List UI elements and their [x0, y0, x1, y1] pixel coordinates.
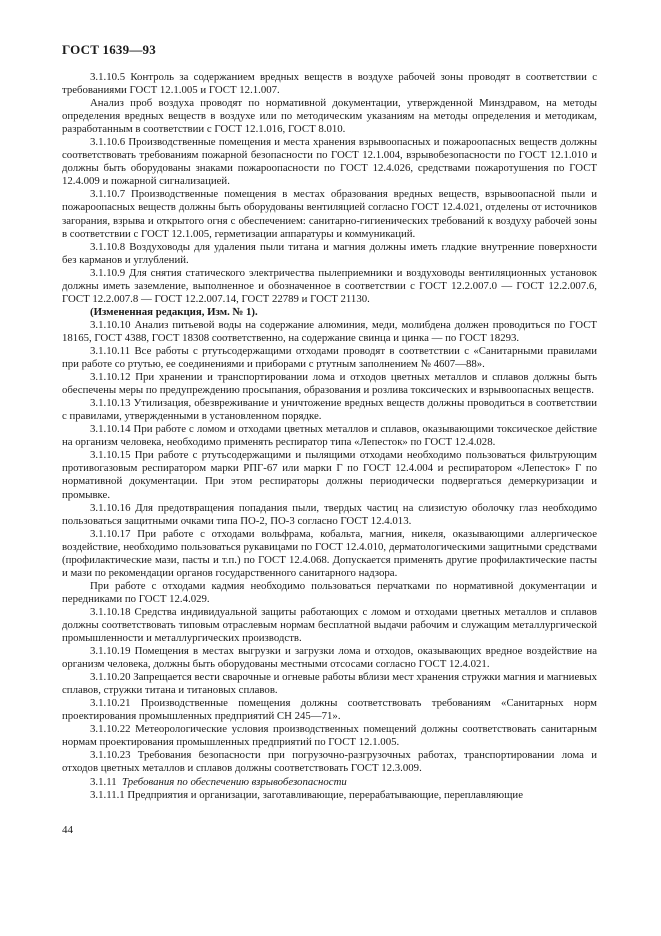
paragraph-3-1-10-10: 3.1.10.10 Анализ питьевой воды на содержание алюминия, меди, молибдена должен проводиться по ГОСТ 18165, ГОСТ 4388, ГОСТ 18308 соответственно, на содержание свинца и цинка — по ГОСТ 18293.: [62, 318, 597, 344]
paragraph-3-1-10-20: 3.1.10.20 Запрещается вести сварочные и огневые работы вблизи мест хранения стружки магния и магниевых сплавов, стружки титана и титановых сплавов.: [62, 671, 597, 697]
paragraph-3-1-10-6: 3.1.10.6 Производственные помещения и места хранения взрывоопасных и пожароопасных веществ должны соответствовать требованиям пожарной безопасности по ГОСТ 12.1.004, взрывобезопасности по ГОСТ 12.1.010 и должны быть оборудованы знаками пожароопасности по ГОСТ 12.4.026, средствами пожаротушения по ГОСТ 12.4.009 и пожарной сигнализацией.: [62, 136, 597, 188]
paragraph-3-1-10-18: 3.1.10.18 Средства индивидуальной защиты работающих с ломом и отходами цветных металлов и сплавов должны соответствовать типовым отраслевым нормам бесплатной выдачи рабочим и служащим металлургической промышленности и металлургических производств.: [62, 605, 597, 645]
paragraph-3-1-10-13: 3.1.10.13 Утилизация, обезвреживание и уничтожение вредных веществ должны проводиться в соответствии с правилами, утвержденными в установленном порядке.: [62, 397, 597, 423]
section-number: 3.1.11: [90, 775, 117, 788]
amendment-note: (Измененная редакция, Изм. № 1).: [90, 305, 258, 318]
paragraph-cadmium: При работе с отходами кадмия необходимо пользоваться перчатками по нормативной документации и передниками по ГОСТ 12.4.029.: [62, 579, 597, 605]
section-title: Требования по обеспечению взрывобезопасности: [122, 775, 347, 788]
paragraph-3-1-10-11: 3.1.10.11 Все работы с ртутьсодержащими отходами проводят в соответствии с «Санитарными правилами при работе со ртутью, ее соединениями и приборами с ртутным заполнением № 4607—88».: [62, 344, 597, 371]
paragraph-3-1-10-15: 3.1.10.15 При работе с ртутьсодержащими и пылящими отходами необходимо пользоваться фильтрующим противогазовым респиратором марки РПГ-67 или марки Г по ГОСТ 12.4.004 и респиратором «Лепесток» Г по нормативной документации. При этом респираторы должны периодически подвергаться демеркуризации и промывке.: [62, 449, 597, 501]
document-body: [62, 71, 597, 802]
paragraph-3-1-11-1: 3.1.11.1 Предприятия и организации, заготавливающие, перерабатывающие, переплавляющие: [90, 788, 523, 801]
paragraph-3-1-10-19: 3.1.10.19 Помещения в местах выгрузки и загрузки лома и отходов, оказывающих вредное воздействие на организм человека, должны быть оборудованы местными отсосами согласно ГОСТ 12.4.021.: [62, 645, 597, 671]
paragraph-3-1-10-21: 3.1.10.21 Производственные помещения должны соответствовать требованиям «Санитарных норм проектирования промышленных предприятий СН 245—71».: [62, 697, 597, 723]
paragraph-3-1-10-14: 3.1.10.14 При работе с ломом и отходами цветных металлов и сплавов, оказывающими токсическое действие на организм человека, необходимо применять респиратор типа «Лепесток» по ГОСТ 12.4.028.: [62, 423, 597, 449]
section-heading: [62, 776, 597, 789]
paragraph-3-1-10-8: 3.1.10.8 Воздуховоды для удаления пыли титана и магния должны иметь гладкие внутренние поверхности без карманов и углублений.: [62, 240, 597, 266]
paragraph-3-1-10-22: 3.1.10.22 Метеорологические условия производственных помещений должны соответствовать санитарным нормам проектирования промышленных предприятий по ГОСТ 12.1.005.: [62, 723, 597, 749]
paragraph-3-1-10-7: 3.1.10.7 Производственные помещения в местах образования вредных веществ, взрывоопасной пыли и пожароопасных веществ должны быть оборудованы вентиляцией согласно ГОСТ 12.4.021, отделены от источников загорания, взрыва и открытого огня с обеспечением: санитарно-гигиенических требований к воздуху рабочей зоны в соответствии с ГОСТ 12.1.005, герметизации аппаратуры и коммуникаций.: [62, 188, 597, 240]
paragraph-3-1-10-23: 3.1.10.23 Требования безопасности при погрузочно-разгрузочных работах, транспортировании лома и отходов цветных металлов и сплавов должны соответствовать ГОСТ 12.3.009.: [62, 749, 597, 775]
paragraph-3-1-10-17: 3.1.10.17 При работе с отходами вольфрама, кобальта, магния, никеля, оказывающими аллергическое воздействие, необходимо пользоваться рукавицами по ГОСТ 12.4.010, дерматологическими защитными средствами (профилактические мази, пасты и т.п.) по ГОСТ 12.4.068. Допускается применять другие профилактические пасты и мази по рекомендации органов государственного санитарного надзора.: [62, 527, 597, 579]
paragraph-3-1-10-5: 3.1.10.5 Контроль за содержанием вредных веществ в воздухе рабочей зоны проводят в соответствии с требованиями ГОСТ 12.1.005 и ГОСТ 12.1.007.: [62, 71, 597, 97]
paragraph-3-1-10-12: 3.1.10.12 При хранении и транспортировании лома и отходов цветных металлов и сплавов должны быть обеспечены меры по предупреждению просыпания, образования и розлива токсических и взрывоопасных веществ.: [62, 371, 597, 397]
paragraph-3-1-10-9: 3.1.10.9 Для снятия статического электричества пылеприемники и воздуховоды вентиляционных установок должны иметь заземление, выполненное и обозначенное в соответствии с ГОСТ 12.2.007.0 — ГОСТ 12.2.007.6, ГОСТ 12.2.007.8 — ГОСТ 12.2.007.14, ГОСТ 22789 и ГОСТ 21130.: [62, 266, 597, 305]
paragraph-3-1-10-16: 3.1.10.16 Для предотвращения попадания пыли, твердых частиц на слизистую оболочку глаз необходимо пользоваться защитными очками типа ПО-2, ПО-3 согласно ГОСТ 12.4.013.: [62, 501, 597, 527]
page-number: 44: [62, 824, 73, 836]
page-header-title: ГОСТ 1639—93: [62, 42, 156, 57]
paragraph-air-analysis: Анализ проб воздуха проводят по нормативной документации, утвержденной Минздравом, на методы определения вредных веществ в воздухе или по методическим указаниям на методы определения и методикам, разработанным в соответствии с ГОСТ 12.1.016, ГОСТ 8.010.: [62, 97, 597, 136]
